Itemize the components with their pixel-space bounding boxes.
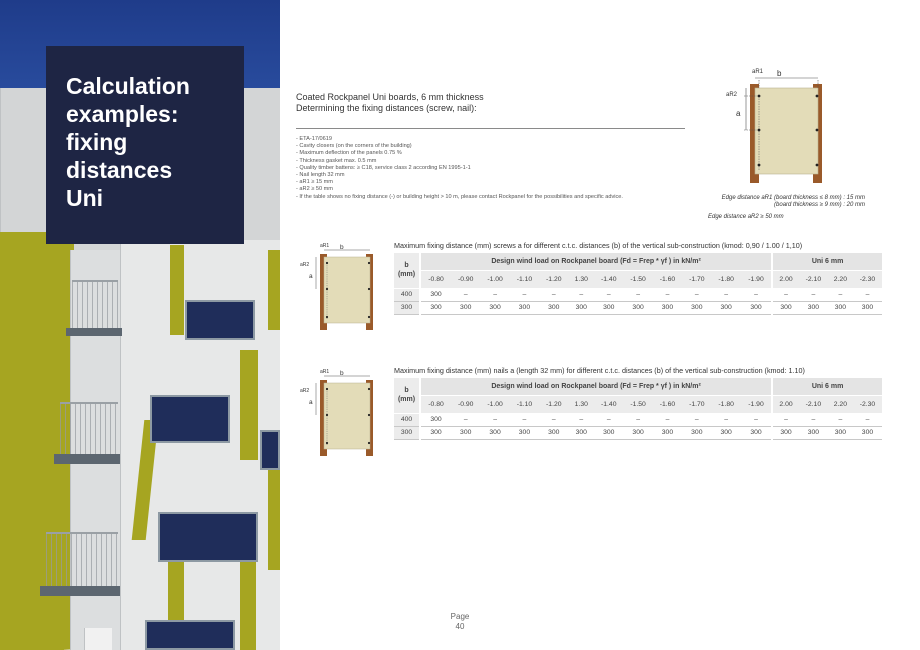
cell: 300 bbox=[653, 426, 682, 439]
cell: – bbox=[853, 413, 882, 426]
note-item: - If the table shows no fixing distance (-) or building height > 10 m, please contact Rockpanel for the possibilities and specific advice. bbox=[296, 193, 623, 200]
label-ar2: aR2 bbox=[300, 388, 310, 394]
cell: 300 bbox=[420, 301, 451, 314]
design-load-header: Design wind load on Rockpanel board (Fd = Frep * γf ) in kN/m² bbox=[420, 253, 772, 270]
cell: 300 bbox=[451, 301, 480, 314]
cell: – bbox=[480, 413, 509, 426]
cell: 300 bbox=[799, 301, 828, 314]
note-item: - Quality timber battens: ≥ C18, service class 2 according EN 1995-1-1 bbox=[296, 164, 471, 171]
panel-diagram-large bbox=[722, 64, 832, 186]
load-value: -1.00 bbox=[480, 270, 509, 288]
load-value: 2.00 bbox=[772, 395, 799, 413]
load-value: -2.10 bbox=[799, 395, 828, 413]
load-value: -1.00 bbox=[480, 395, 509, 413]
note-item: - aR2 ≥ 50 mm bbox=[296, 186, 333, 193]
cell: – bbox=[623, 413, 652, 426]
cell: 300 bbox=[741, 426, 772, 439]
cell: 300 bbox=[712, 301, 741, 314]
note-item: - Nail length 32 mm bbox=[296, 172, 345, 179]
label-ar2: aR2 bbox=[300, 262, 310, 268]
cell: – bbox=[828, 288, 853, 301]
label-ar1: aR1 bbox=[320, 369, 330, 375]
intro-line-2: Determining the fixing distances (screw, nail): bbox=[296, 103, 477, 113]
cell: 300 bbox=[568, 301, 594, 314]
load-value: -1.60 bbox=[653, 270, 682, 288]
cell: – bbox=[451, 288, 480, 301]
title-box bbox=[46, 46, 244, 244]
edge-distance-note bbox=[708, 195, 865, 222]
cell: 300 bbox=[772, 301, 799, 314]
load-value: -0.90 bbox=[451, 270, 480, 288]
note-item: - Maximum deflection of the panels 0.75 % bbox=[296, 150, 402, 157]
cell: 300 bbox=[799, 426, 828, 439]
cell: 300 bbox=[828, 426, 853, 439]
load-value: -0.80 bbox=[420, 395, 451, 413]
cell: – bbox=[480, 288, 509, 301]
cell: – bbox=[594, 288, 623, 301]
cell: – bbox=[772, 288, 799, 301]
edge-line-3: Edge distance aR2 ≥ 50 mm bbox=[708, 214, 784, 221]
cell: – bbox=[623, 288, 652, 301]
load-value: -1.80 bbox=[712, 395, 741, 413]
cell: 300 bbox=[682, 426, 711, 439]
cell: 300 bbox=[853, 301, 882, 314]
row-b: 300 bbox=[394, 426, 420, 439]
label-b: b bbox=[340, 370, 344, 377]
load-value: -2.30 bbox=[853, 395, 882, 413]
cell: – bbox=[682, 288, 711, 301]
cell: 300 bbox=[653, 301, 682, 314]
label-ar1: aR1 bbox=[320, 243, 330, 249]
load-value: -1.70 bbox=[682, 270, 711, 288]
table-nails bbox=[394, 378, 882, 440]
load-value: -1.40 bbox=[594, 270, 623, 288]
note-item: - Thickness gasket max. 0.5 mm bbox=[296, 157, 377, 164]
load-value: -1.50 bbox=[623, 270, 652, 288]
note-item: - Cavity closers (on the corners of the building) bbox=[296, 143, 412, 150]
cell: – bbox=[799, 288, 828, 301]
cell: – bbox=[653, 288, 682, 301]
cell: 300 bbox=[828, 301, 853, 314]
label-a: a bbox=[736, 109, 741, 118]
divider bbox=[296, 128, 685, 129]
row-b: 300 bbox=[394, 301, 420, 314]
load-value: 2.00 bbox=[772, 270, 799, 288]
page-number-value: 40 bbox=[455, 622, 465, 631]
cell: 300 bbox=[594, 301, 623, 314]
load-value: -1.10 bbox=[510, 395, 539, 413]
intro-text bbox=[296, 92, 484, 114]
label-ar2: aR2 bbox=[726, 92, 738, 98]
table-row bbox=[394, 288, 882, 301]
row-b: 400 bbox=[394, 413, 420, 426]
label-b: b bbox=[777, 69, 782, 78]
table-row bbox=[394, 413, 882, 426]
cell: – bbox=[712, 288, 741, 301]
load-value: 2.20 bbox=[828, 395, 853, 413]
cell: 300 bbox=[510, 426, 539, 439]
cell: 300 bbox=[741, 301, 772, 314]
uni-header: Uni 6 mm bbox=[772, 378, 882, 395]
notes-list bbox=[296, 136, 623, 201]
cell: – bbox=[772, 413, 799, 426]
cell: 300 bbox=[623, 426, 652, 439]
label-a: a bbox=[309, 399, 313, 406]
load-value: -1.20 bbox=[539, 395, 568, 413]
cell: 300 bbox=[568, 426, 594, 439]
page-title: Calculation examples: fixing distances Uni bbox=[66, 73, 190, 211]
load-value: -1.80 bbox=[712, 270, 741, 288]
load-value: -2.30 bbox=[853, 270, 882, 288]
cell: – bbox=[510, 288, 539, 301]
cell: – bbox=[853, 288, 882, 301]
cell: – bbox=[539, 413, 568, 426]
load-value: -1.50 bbox=[623, 395, 652, 413]
cell: – bbox=[539, 288, 568, 301]
cell: – bbox=[741, 288, 772, 301]
cell: – bbox=[451, 413, 480, 426]
cell: – bbox=[712, 413, 741, 426]
cell: 300 bbox=[539, 301, 568, 314]
cell: 300 bbox=[451, 426, 480, 439]
panel-diagram-screws bbox=[298, 240, 380, 332]
cell: – bbox=[799, 413, 828, 426]
label-ar1: aR1 bbox=[752, 69, 764, 75]
table-row bbox=[394, 301, 882, 314]
load-value: -2.10 bbox=[799, 270, 828, 288]
table1-caption: Maximum fixing distance (mm) screws a for different c.t.c. distances (b) of the vertical sub-construction (kmod: 0,90 / 1.00 / 1,10) bbox=[394, 241, 803, 250]
note-item: - ETA-17/0619 bbox=[296, 136, 332, 142]
panel-diagram-nails bbox=[298, 366, 380, 458]
cell: 300 bbox=[420, 426, 451, 439]
cell: 300 bbox=[420, 288, 451, 301]
row-b: 400 bbox=[394, 288, 420, 301]
design-load-header: Design wind load on Rockpanel board (Fd = Frep * γf ) in kN/m² bbox=[420, 378, 772, 395]
cell: 300 bbox=[772, 426, 799, 439]
table-screws bbox=[394, 253, 882, 315]
load-value: -1.10 bbox=[510, 270, 539, 288]
intro-line-1: Coated Rockpanel Uni boards, 6 mm thickness bbox=[296, 92, 484, 102]
load-value: -1.90 bbox=[741, 270, 772, 288]
cell: 300 bbox=[623, 301, 652, 314]
cell: 300 bbox=[539, 426, 568, 439]
cell: 300 bbox=[853, 426, 882, 439]
cell: – bbox=[594, 413, 623, 426]
page-number bbox=[440, 612, 480, 632]
table-row bbox=[394, 426, 882, 439]
cell: – bbox=[568, 288, 594, 301]
col-b-header: b (mm) bbox=[394, 378, 420, 413]
cell: 300 bbox=[480, 301, 509, 314]
cell: 300 bbox=[712, 426, 741, 439]
cell: – bbox=[682, 413, 711, 426]
label-a: a bbox=[309, 273, 313, 280]
load-value: -1.60 bbox=[653, 395, 682, 413]
cell: 300 bbox=[594, 426, 623, 439]
load-value: 2.20 bbox=[828, 270, 853, 288]
label-b: b bbox=[340, 244, 344, 251]
cell: 300 bbox=[682, 301, 711, 314]
cell: – bbox=[653, 413, 682, 426]
load-value: 1.30 bbox=[568, 270, 594, 288]
load-value: -0.90 bbox=[451, 395, 480, 413]
table2-caption: Maximum fixing distance (mm) nails a (length 32 mm) for different c.t.c. distances (b) of the vertical sub-construction (kmod: 1.10) bbox=[394, 366, 805, 375]
cell: – bbox=[510, 413, 539, 426]
edge-line-1: Edge distance aR1 (board thickness ≤ 8 mm) : 15 mm bbox=[721, 195, 865, 201]
cell: 300 bbox=[480, 426, 509, 439]
cell: 300 bbox=[420, 413, 451, 426]
load-value: -1.90 bbox=[741, 395, 772, 413]
cell: – bbox=[568, 413, 594, 426]
cell: – bbox=[828, 413, 853, 426]
load-value: -0.80 bbox=[420, 270, 451, 288]
load-value: -1.70 bbox=[682, 395, 711, 413]
note-item: - aR1 ≥ 15 mm bbox=[296, 179, 333, 186]
load-value: -1.40 bbox=[594, 395, 623, 413]
edge-line-2: (board thickness ≥ 9 mm) : 20 mm bbox=[774, 202, 865, 209]
load-value: -1.20 bbox=[539, 270, 568, 288]
col-b-header: b (mm) bbox=[394, 253, 420, 288]
page-label: Page bbox=[450, 612, 470, 621]
cell: 300 bbox=[510, 301, 539, 314]
uni-header: Uni 6 mm bbox=[772, 253, 882, 270]
load-value: 1.30 bbox=[568, 395, 594, 413]
cell: – bbox=[741, 413, 772, 426]
